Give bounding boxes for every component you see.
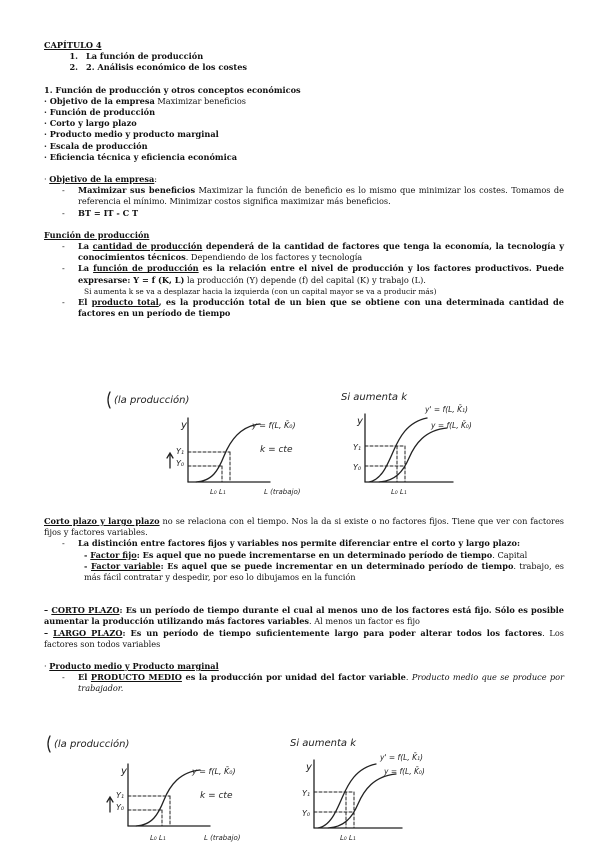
x-ticks: L₀ L₁ bbox=[150, 834, 166, 842]
toc-text: La función de producción bbox=[86, 51, 204, 62]
text: es la relación entre el nivel de producción y los factores productivos. Puede expresarse: bbox=[78, 263, 565, 285]
x-axis-label: L (trabajo) bbox=[204, 834, 241, 842]
y1-label: Y₁ bbox=[353, 443, 362, 452]
graph-title: Si aumenta k bbox=[341, 392, 408, 403]
text: dependerá de la cantidad de factores que tenga la economía, la tecnología y conocimientos técnicos bbox=[78, 241, 564, 263]
list-item: · Escala de producción bbox=[44, 140, 148, 151]
y-axis-label: y bbox=[121, 766, 127, 777]
y-axis-label: y bbox=[306, 762, 312, 773]
y0-label: Y₀ bbox=[116, 803, 125, 812]
text: : Es un período de tiempo durante el cual al menos uno de los factores está fijo. Sólo es posible aumentar la producción utilizando más factores variables bbox=[44, 605, 564, 627]
production-graph-left bbox=[100, 386, 330, 504]
production-graph-right bbox=[335, 384, 505, 502]
production-curve bbox=[196, 424, 260, 482]
graph-title: (la producción) bbox=[114, 395, 190, 406]
x-ticks: L₀ L₁ bbox=[210, 488, 226, 496]
colon: : bbox=[154, 174, 158, 185]
x-ticks: L₀ L₁ bbox=[340, 834, 356, 842]
medio-heading bbox=[44, 661, 564, 672]
production-curve-shifted bbox=[369, 418, 427, 482]
toc-text: 2. Análisis económico de los costes bbox=[86, 62, 248, 73]
list-item: · Función de producción bbox=[44, 107, 156, 118]
y-axis-label: y bbox=[357, 416, 363, 427]
production-curve bbox=[379, 428, 447, 482]
production-curve bbox=[136, 770, 200, 826]
text: El bbox=[78, 672, 91, 683]
chapter-title: CAPÍTULO 4 bbox=[44, 40, 102, 50]
term: Factor fijo bbox=[90, 549, 137, 560]
text: : Es aquel que se puede incrementar en un determinado período de tiempo bbox=[160, 560, 514, 571]
bullet-dot: · bbox=[44, 661, 50, 672]
text: . Dependiendo de los factores y tecnología bbox=[185, 252, 363, 263]
dash: – bbox=[44, 627, 54, 638]
text: . Al menos un factor es fijo bbox=[309, 616, 420, 627]
bullet-dot: · bbox=[44, 174, 50, 185]
text: es la producción por unidad del factor variable bbox=[181, 672, 406, 683]
graph-title: Si aumenta k bbox=[290, 738, 357, 749]
underlined-term: función de producción bbox=[93, 263, 199, 274]
factor-variable: - Factor variable: Es aquel que se puede incrementar en un determinado período de tiempo. trabajo, es más fácil contratar y despedir, por eso lo dibujamos en la función bbox=[84, 560, 565, 583]
y1-label: Y₁ bbox=[176, 447, 185, 456]
term: LARGO PLAZO bbox=[53, 627, 123, 638]
list-item: - Maximizar sus beneficios Maximizar la función de beneficio es lo mismo que minimizar los costes. Tomamos de referencia el mínimo. Minimizar costos significa maximizar más beneficios. bbox=[62, 185, 564, 207]
list-item: - La distinción entre factores fijos y variables nos permite diferenciar entre el corto y largo plazo: bbox=[44, 538, 564, 549]
corto-plazo-def bbox=[44, 605, 564, 627]
y1-label: Y₁ bbox=[116, 791, 125, 800]
medio-heading-text: Producto medio y Producto marginal bbox=[49, 661, 219, 672]
bold-text: Maximizar sus beneficios bbox=[78, 185, 196, 196]
objetivo-heading-text: Objetivo de la empresa bbox=[49, 174, 155, 185]
function-label: y = f(L, K̄₀) bbox=[384, 767, 425, 776]
text: la producción (Y) depende (f) del capital (K) y trabajo (L). bbox=[184, 274, 426, 285]
list-item: · Corto y largo plazo bbox=[44, 118, 137, 129]
section-title: 1. Función de producción y otros conceptos económicos bbox=[44, 84, 301, 95]
text: no se relaciona con el tiempo. Nos la da si existe o no factores fijos. Tiene que ver con factores fijos y factores variables. bbox=[44, 516, 564, 538]
text: El bbox=[78, 297, 92, 308]
production-graph-left-2 bbox=[40, 730, 270, 846]
formula: Y = f (K, L) bbox=[133, 274, 185, 285]
note: Si aumenta k se va a desplazar hacia la izquierda (con un capital mayor se va a producir más) bbox=[84, 286, 437, 296]
x-ticks: L₀ L₁ bbox=[391, 488, 407, 496]
list-item: - El producto total, es la producción total de un bien que se obtiene con una determinada cantidad de factores en un período de tiempo bbox=[62, 297, 564, 319]
underlined-term: cantidad de producción bbox=[92, 241, 203, 252]
factor-fijo: - Factor fijo: Es aquel que no puede incrementarse en un determinado período de tiempo. Capital bbox=[84, 549, 528, 560]
toc-num: 2. bbox=[69, 62, 78, 73]
list-item: - La cantidad de producción dependerá de la cantidad de factores que tenga la economía, la tecnología y conocimientos técnicos. Dependiendo de los factores y tecnología bbox=[62, 241, 564, 263]
corto-intro bbox=[44, 516, 564, 538]
y0-label: Y₀ bbox=[176, 459, 185, 468]
function-label: y = f(L, K̄₀) bbox=[192, 767, 236, 776]
text: La bbox=[78, 241, 93, 252]
y1-label: Y₁ bbox=[302, 789, 311, 798]
list-item: - La función de producción es la relación entre el nivel de producción y los factores productivos. Puede expresarse: Y = f (K, L) la producción (Y) depende (f) del capital (K) y trabajo (L). bbox=[62, 263, 565, 285]
document-page-lower bbox=[44, 516, 564, 695]
graph-title: (la producción) bbox=[54, 739, 130, 750]
list-item: - BT = IT - C T bbox=[44, 208, 564, 219]
list-item: · Eficiencia técnica y eficiencia económica bbox=[44, 151, 237, 162]
objetivo-heading bbox=[44, 174, 564, 185]
term: CORTO PLAZO bbox=[51, 605, 120, 616]
k-constant-label: k = cte bbox=[200, 791, 233, 801]
production-curve-shifted bbox=[318, 764, 376, 828]
largo-plazo-def bbox=[44, 628, 564, 650]
toc-item bbox=[44, 62, 564, 73]
list-item: · Producto medio y producto marginal bbox=[44, 129, 219, 140]
paren bbox=[48, 736, 50, 752]
paren bbox=[108, 392, 110, 408]
function-label-shifted: y' = f(L, K̄₁) bbox=[380, 753, 423, 762]
dash: – bbox=[44, 605, 52, 616]
text: : Es aquel que no puede incrementarse en un determinado período de tiempo bbox=[136, 549, 493, 560]
production-graph-right-2 bbox=[284, 730, 464, 846]
text: La distinción entre factores fijos y variables nos permite diferenciar entre el corto y largo plazo: bbox=[78, 538, 520, 549]
text: . Los factores son todos variables bbox=[44, 627, 565, 649]
text: . Producto medio que se produce por trabajador. bbox=[78, 672, 565, 694]
text: . trabajo, es más fácil contratar y despedir, por eso lo dibujamos en la función bbox=[84, 560, 565, 583]
function-label: y = f(L, K̄₀) bbox=[252, 421, 296, 430]
function-label-shifted: y' = f(L, K̄₁) bbox=[425, 405, 468, 414]
formula: BT = IT - C T bbox=[78, 207, 139, 218]
text: . Capital bbox=[492, 549, 528, 560]
toc-num: 1. bbox=[69, 51, 78, 62]
underlined-term: producto total bbox=[91, 297, 159, 308]
term: Factor variable bbox=[90, 560, 161, 571]
text: Maximizar la función de beneficio es lo mismo que minimizar los costes. Tomamos de referencia el mínimo. Minimizar costos significa maximizar más beneficios. bbox=[78, 185, 564, 207]
text: : Es un período de tiempo suficientemente largo para poder alterar todos los factores bbox=[122, 627, 543, 638]
y-axis-label: y bbox=[181, 420, 187, 431]
production-curve bbox=[328, 774, 396, 828]
k-constant-label: k = cte bbox=[260, 445, 293, 455]
list-item-bold: · Objetivo de la empresa bbox=[44, 95, 155, 106]
list-item: - El PRODUCTO MEDIO es la producción por unidad del factor variable. Producto medio que se produce por trabajador. bbox=[62, 672, 565, 694]
list-item bbox=[44, 96, 564, 107]
text: La bbox=[78, 263, 94, 274]
corto-heading: Corto plazo y largo plazo bbox=[44, 516, 160, 526]
x-axis-label: L (trabajo) bbox=[264, 488, 301, 496]
function-label: y = f(L, K̄₀) bbox=[431, 421, 472, 430]
list-item-text: Maximizar beneficios bbox=[154, 95, 246, 106]
toc-item bbox=[44, 51, 564, 62]
y0-label: Y₀ bbox=[353, 463, 362, 472]
document-page bbox=[44, 40, 564, 319]
funcion-heading: Función de producción bbox=[44, 229, 150, 240]
text: , es la producción total de un bien que se obtiene con una determinada cantidad de factores en un período de tiempo bbox=[78, 297, 564, 319]
y0-label: Y₀ bbox=[302, 809, 311, 818]
underlined-term: PRODUCTO MEDIO bbox=[90, 672, 182, 683]
